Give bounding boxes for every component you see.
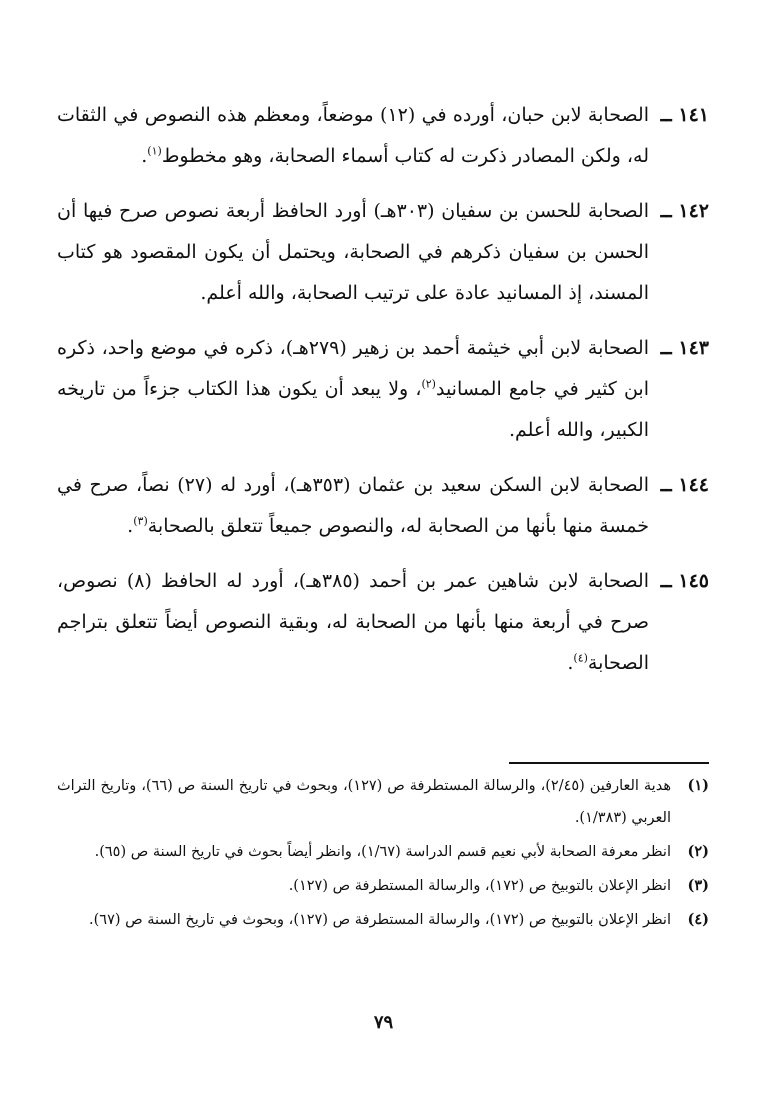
entry-text: الصحابة لابن أبي خيثمة أحمد بن زهير (٢٧٩هـ)، ذكره في موضع واحد، ذكره ابن كثير في جامع المسانيد$^{(٢)}$، ولا يبعد أن يكون هذا الكتاب جزءاً من تاريخه الكبير، والله أعلم. bbox=[57, 337, 649, 441]
footnote-ref: (٤) bbox=[573, 651, 588, 665]
footnote-4 bbox=[57, 904, 709, 936]
footnote-number: (٢) bbox=[687, 843, 709, 860]
entry-144 bbox=[57, 465, 709, 547]
entry-number: ١٤١ ــ bbox=[660, 104, 709, 126]
entry-text: الصحابة لابن شاهين عمر بن أحمد (٣٨٥هـ)، أورد له الحافظ (٨) نصوص، صرح في أربعة منها بأنها من الصحابة له، وبقية النصوص أيضاً تتعلق بتراجم الصحابة$^{(٤)}$. bbox=[57, 570, 649, 674]
footnote-number: (١) bbox=[687, 777, 709, 794]
footnote-1 bbox=[57, 770, 709, 834]
entry-142 bbox=[57, 191, 709, 314]
entry-141 bbox=[57, 95, 709, 177]
footnote-2 bbox=[57, 836, 709, 868]
entry-text: الصحابة لابن السكن سعيد بن عثمان (٣٥٣هـ)، أورد له (٢٧) نصاً، صرح في خمسة منها بأنها من الصحابة له، والنصوص جميعاً تتعلق بالصحابة$^{(٣)}$. bbox=[57, 474, 649, 537]
entry-number: ١٤٥ ــ bbox=[660, 570, 709, 592]
footnote-ref: (٢) bbox=[421, 377, 436, 391]
entry-number: ١٤٤ ــ bbox=[660, 474, 709, 496]
footnote-text: انظر الإعلان بالتوبيخ ص (١٧٢)، والرسالة المستطرفة ص (١٢٧)، وبحوث في تاريخ السنة ص (٦٧). bbox=[89, 912, 671, 928]
page-number: ٧٩ bbox=[373, 1012, 394, 1033]
entry-number: ١٤٣ ــ bbox=[660, 337, 709, 359]
entry-145 bbox=[57, 561, 709, 684]
footnote-divider bbox=[509, 762, 709, 764]
footnote-number: (٤) bbox=[687, 911, 709, 928]
footnote-text: هدية العارفين (٢/٤٥)، والرسالة المستطرفة ص (١٢٧)، وبحوث في تاريخ السنة ص (٦٦)، وتاريخ التراث العربي (١/٣٨٣). bbox=[57, 778, 671, 826]
main-text bbox=[57, 95, 709, 698]
entry-text: الصحابة للحسن بن سفيان (٣٠٣هـ) أورد الحافظ أربعة نصوص صرح فيها أن الحسن بن سفيان ذكرهم في الصحابة، ويحتمل أن يكون المقصود هو كتاب المسند، إذ المسانيد عادة على ترتيب الصحابة، والله أعلم. bbox=[57, 200, 649, 304]
footnotes bbox=[57, 770, 709, 938]
entry-number: ١٤٢ ــ bbox=[660, 200, 709, 222]
entry-text: الصحابة لابن حبان، أورده في (١٢) موضعاً، ومعظم هذه النصوص في الثقات له، ولكن المصادر ذكرت له كتاب أسماء الصحابة، وهو مخطوط$^{(١)}$. bbox=[57, 104, 649, 167]
entry-143 bbox=[57, 328, 709, 451]
footnote-ref: (١) bbox=[147, 144, 162, 158]
footnote-text: انظر معرفة الصحابة لأبي نعيم قسم الدراسة (١/٦٧)، وانظر أيضاً بحوث في تاريخ السنة ص (٦٥). bbox=[94, 844, 671, 860]
footnote-text: انظر الإعلان بالتوبيخ ص (١٧٢)، والرسالة المستطرفة ص (١٢٧). bbox=[288, 878, 671, 894]
footnote-ref: (٣) bbox=[133, 514, 148, 528]
footnote-3 bbox=[57, 870, 709, 902]
footnote-number: (٣) bbox=[687, 877, 709, 894]
